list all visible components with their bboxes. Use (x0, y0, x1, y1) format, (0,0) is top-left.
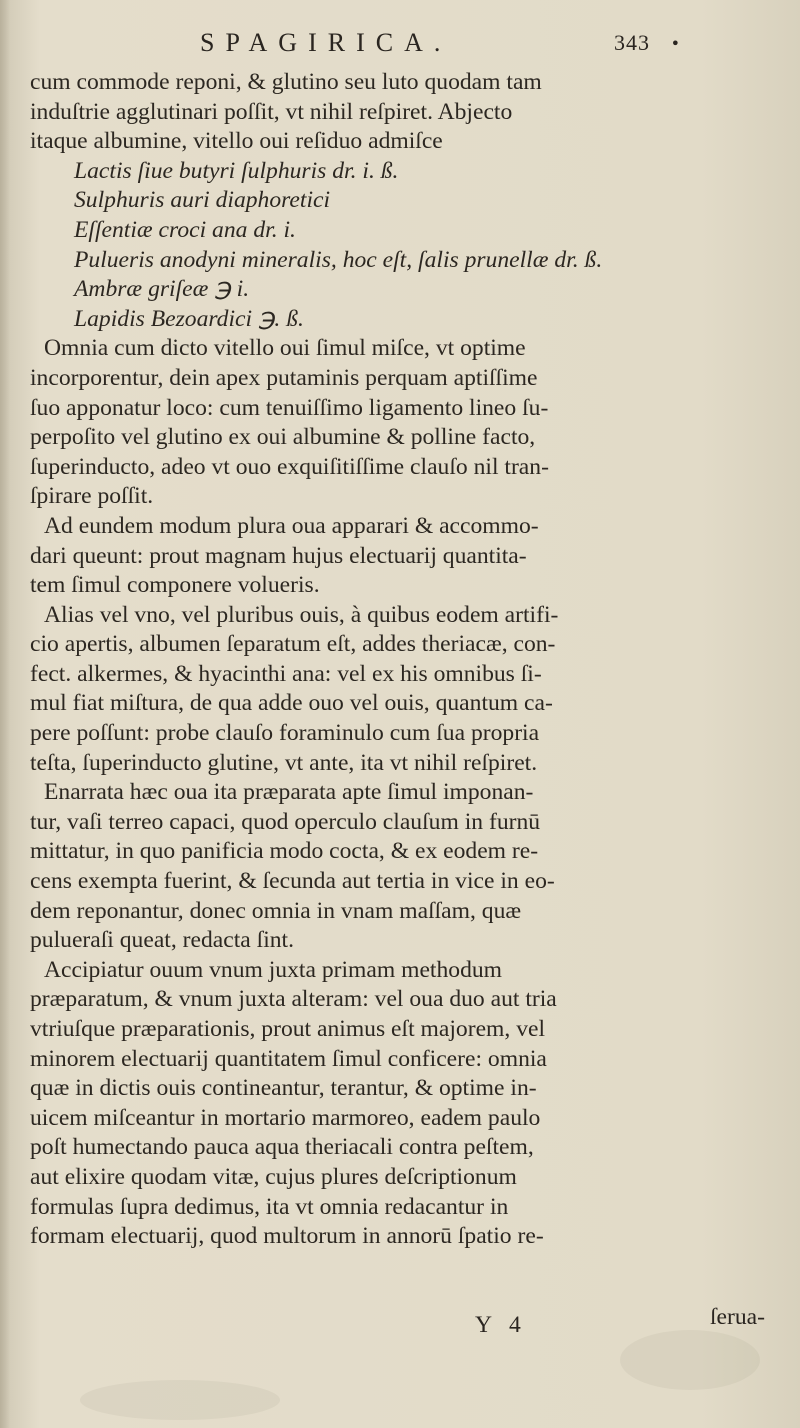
text-line: pere poſſunt: probe clauſo foraminulo cum ſua propria (30, 720, 540, 747)
text-line: dem reponantur, donec omnia in vnam maſſam, quæ (30, 897, 522, 924)
text-line: teſta, ſuperinducto glutine, vt ante, ita vt nihil reſpiret. (30, 749, 538, 776)
text-line: fect. alkermes, & hyacinthi ana: vel ex his omnibus ſi- (30, 660, 542, 687)
page-edge-shadow (0, 0, 10, 1428)
text-line: itaque albumine, vitello oui reſiduo admiſce (30, 128, 443, 155)
text-line: mittatur, in quo panificia modo cocta, & ex eodem re- (30, 838, 539, 865)
text-line: tem ſimul componere volueris. (30, 572, 320, 599)
running-head: SPAGIRICA. (200, 28, 452, 57)
text-line: pulueraſi queat, redacta ſint. (30, 927, 295, 954)
text-line: ſuperinducto, adeo vt ouo exquiſitiſſime clauſo nil tran- (30, 453, 549, 480)
text-line: cum commode reponi, & glutino seu luto quodam tam (30, 69, 542, 95)
text-line: tur, vaſi terreo capaci, quod operculo clauſum in furnū (30, 808, 541, 835)
text-line: dari queunt: prout magnam hujus electuarij quantita- (30, 542, 527, 569)
signature-mark: Y 4 (475, 1312, 527, 1338)
text-line: formam electuarij, quod multorum in annorū ſpatio re- (30, 1223, 544, 1250)
paragraph-start: Ad eundem modum plura oua apparari & accommo- (44, 512, 539, 539)
text-line: poſt humectando pauca aqua theriacali contra peſtem, (30, 1134, 534, 1161)
recipe-line: Lactis ſiue butyri ſulphuris dr. i. ß. (74, 157, 399, 184)
catchword: ſerua- (710, 1304, 766, 1330)
text-line: incorporentur, dein apex putaminis perquam aptiſſime (30, 364, 538, 391)
text-line: cens exempta fuerint, & ſecunda aut tertia in vice in eo- (30, 868, 555, 895)
page-footer (30, 1304, 780, 1342)
recipe-line: Ambræ griſeæ ℈ i. (74, 276, 250, 303)
text-line: aut elixire quodam vitæ, cujus plures deſcriptionum (30, 1163, 517, 1190)
text-line: perpoſito vel glutino ex oui albumine & polline facto, (30, 424, 536, 451)
paragraph-start: Alias vel vno, vel pluribus ouis, à quibus eodem artifi- (44, 601, 559, 628)
recipe-line: Lapidis Bezoardici ℈. ß. (74, 305, 304, 332)
recipe-line: Pulueris anodyni mineralis, hoc eſt, ſalis prunellæ dr. ß. (74, 246, 603, 273)
recipe-line: Sulphuris auri diaphoretici (74, 187, 331, 214)
text-line: minorem electuarij quantitatem ſimul conficere: omnia (30, 1045, 547, 1072)
page-header (200, 28, 680, 68)
text-line: formulas ſupra dedimus, ita vt omnia redacantur in (30, 1193, 509, 1220)
text-line: præparatum, & vnum juxta alteram: vel oua duo aut tria (30, 986, 557, 1013)
body-text (30, 68, 780, 1252)
text-line: induſtrie agglutinari poſſit, vt nihil reſpiret. Abjecto (30, 98, 513, 125)
text-line: quæ in dictis ouis contineantur, terantur, & optime in- (30, 1075, 537, 1102)
paragraph-start: Enarrata hæc oua ita præparata apte ſimul imponan- (44, 779, 534, 806)
paper-stain (80, 1380, 280, 1420)
text-line: ſuo apponatur loco: cum tenuiſſimo ligamento lineo ſu- (30, 394, 549, 421)
text-line: ſpirare poſſit. (30, 483, 154, 510)
text-line: cio apertis, albumen ſeparatum eſt, addes theriacæ, con- (30, 631, 556, 658)
text-line: uicem miſceantur in mortario marmoreo, eadem paulo (30, 1104, 541, 1131)
margin-mark: • (670, 34, 680, 53)
text-line: vtriuſque præparationis, prout animus eſt majorem, vel (30, 1016, 546, 1042)
page-number: 343 (614, 30, 650, 55)
paragraph-start: Accipiatur ouum vnum juxta primam methodum (44, 956, 503, 983)
paragraph-start: Omnia cum dicto vitello oui ſimul miſce, vt optime (44, 335, 526, 362)
text-line: mul fiat miſtura, de qua adde ouo vel ouis, quantum ca- (30, 690, 553, 717)
recipe-line: Eſſentiæ croci ana dr. i. (74, 216, 296, 243)
